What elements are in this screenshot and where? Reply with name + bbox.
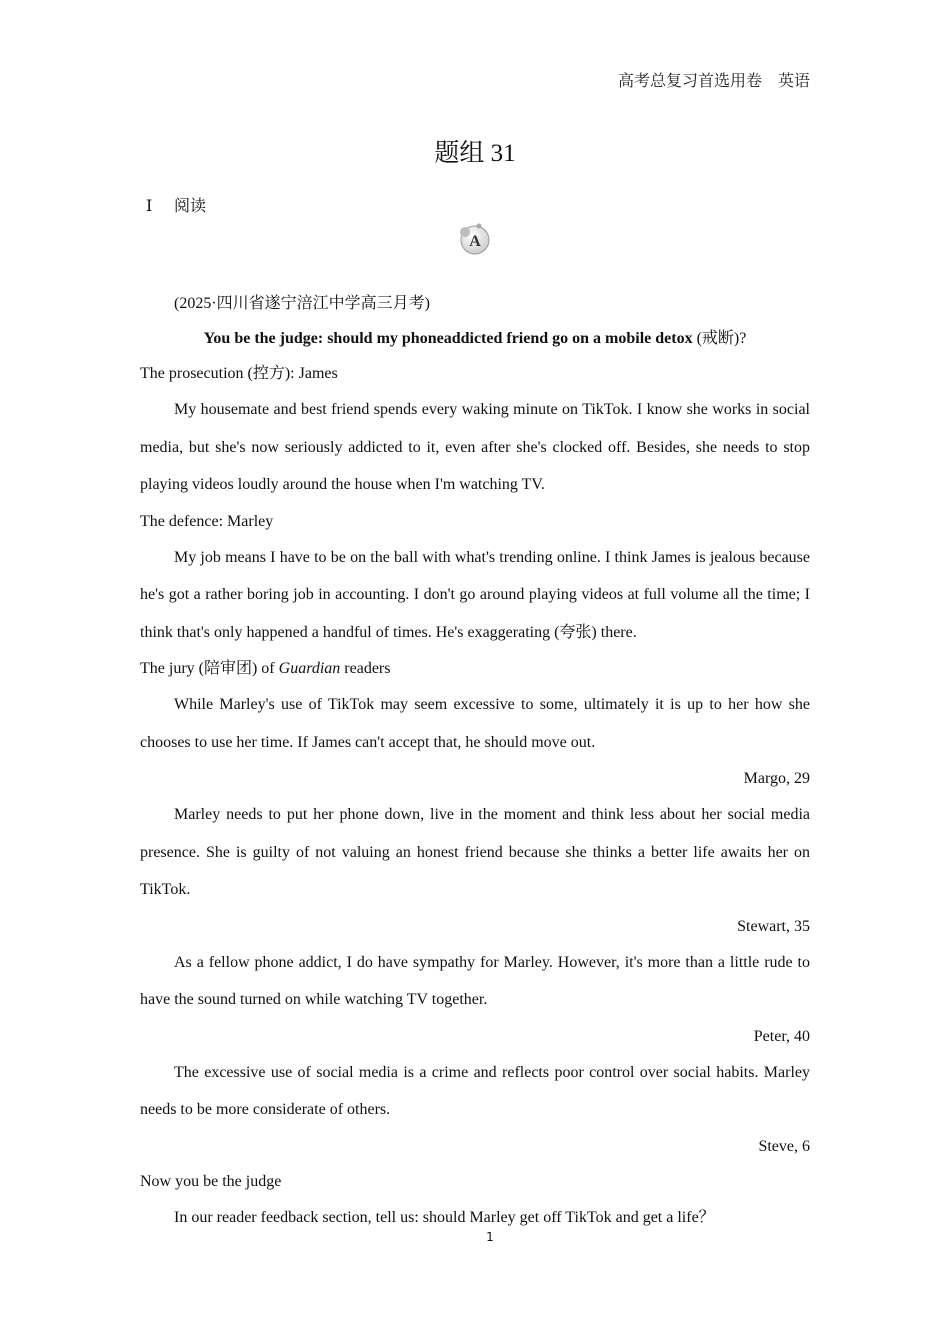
prosecution-paragraph: My housemate and best friend spends every waking minute on TikTok. I know she works in social media, but she's now seriously addicted to it, even after she's clocked off. Besides, she needs to stop playing videos loudly around the house when I'm watching TV. xyxy=(140,401,810,493)
comment-text: While Marley's use of TikTok may seem excessive to some, ultimately it is up to her how she chooses to use her time. If James can't accept that, he should move out. xyxy=(140,696,810,751)
judge-heading: Now you be the judge xyxy=(140,1172,282,1190)
section-number: Ⅰ xyxy=(146,198,153,215)
page-title: 题组 31 xyxy=(434,140,516,167)
jury-heading-publication: Guardian xyxy=(278,660,341,677)
jury-heading-start: The jury (陪审团) of xyxy=(140,660,279,677)
comment-author: Stewart, 35 xyxy=(737,917,810,935)
section-label: 阅读 xyxy=(174,198,207,215)
header-book-title: 高考总复习首选用卷 xyxy=(617,73,762,90)
comment-text: As a fellow phone addict, I do have sympathy for Marley. However, it's more than a little rude to have the sound turned on while watching TV together. xyxy=(140,953,810,1008)
page-number: 1 xyxy=(486,1230,494,1244)
running-header xyxy=(618,68,810,91)
jury-heading-end: readers xyxy=(340,660,391,677)
article-heading xyxy=(140,321,810,356)
passage-a-badge-icon xyxy=(458,222,492,256)
comment-author: Peter, 40 xyxy=(753,1027,810,1045)
passage-a xyxy=(140,286,810,1236)
comment-text: The excessive use of social media is a crime and reflects poor control over social habits. Marley needs to be more considerate of others. xyxy=(140,1063,810,1118)
article-heading-gloss: (戒断)? xyxy=(692,330,747,347)
judge-paragraph: In our reader feedback section, tell us: should Marley get off TikTok and get a life？ xyxy=(174,1208,715,1226)
defence-paragraph: My job means I have to be on the ball with what's trending online. I think James is jealous because he's got a rather boring job in accounting. I don't go around playing videos at full volume all the time; I think that's only happened a handful of times. He's exaggerating (夸张) there. xyxy=(140,548,810,641)
jury-heading xyxy=(140,651,810,686)
defence-heading: The defence: Marley xyxy=(140,512,274,530)
prosecution-heading: The prosecution (控方): James xyxy=(140,365,338,382)
comment-author: Margo, 29 xyxy=(743,770,810,787)
comment-text: Marley needs to put her phone down, live in the moment and think less about her social media presence. She is guilty of not valuing an honest friend because she thinks a better life awaits her on TikTok. xyxy=(140,806,810,898)
badge-letter: A xyxy=(469,233,481,250)
comment-author: Steve, 6 xyxy=(758,1137,810,1155)
article-heading-text: You be the judge: should my phoneaddicted friend go on a mobile detox xyxy=(203,330,693,347)
header-subject: 英语 xyxy=(777,73,810,90)
section-heading xyxy=(146,193,206,216)
source-note: (2025·四川省遂宁涪江中学高三月考) xyxy=(174,295,430,312)
